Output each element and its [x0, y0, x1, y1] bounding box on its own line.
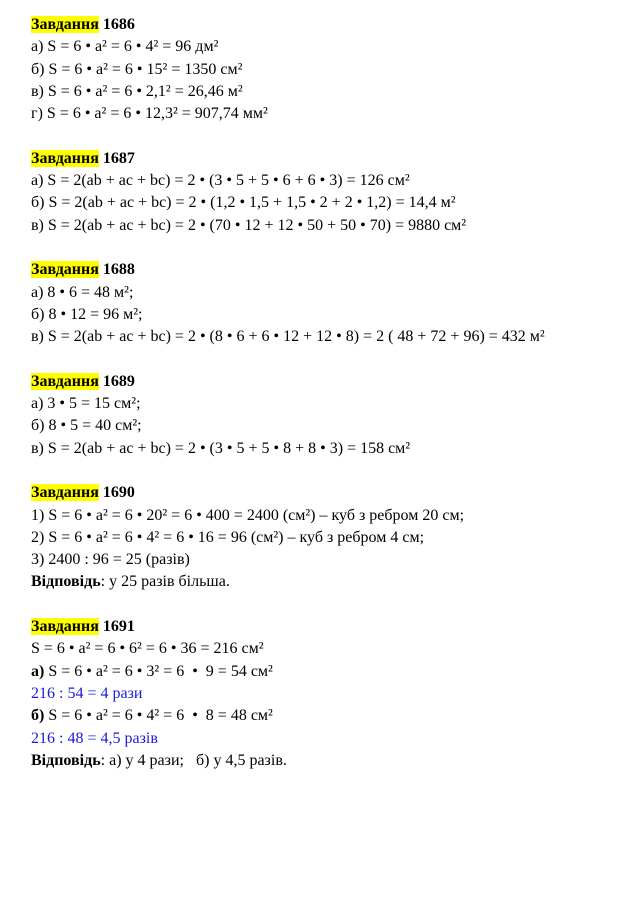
answer-text: : у 25 разів більша.: [100, 573, 230, 591]
answer-label: Відповідь: [31, 573, 101, 591]
task-heading: [31, 482, 621, 504]
solution-line: в) S = 2(ab + ac + bc) = 2 • (70 • 12 + 12 • 50 + 50 • 70) = 9880 см²: [31, 216, 467, 234]
item-label: а): [31, 662, 45, 680]
solution-line: в) S = 6 • a² = 6 • 2,1² = 26,46 м²: [31, 82, 243, 100]
task-word-highlight: Завдання: [31, 618, 99, 636]
solution-line: S = 6 • a² = 6 • 6² = 6 • 36 = 216 см²: [31, 640, 264, 658]
solution-line: б) 8 • 12 = 96 м²;: [31, 305, 143, 323]
solution-line-b: [31, 705, 621, 727]
task-number: 1691: [102, 618, 135, 636]
solution-line: г) S = 6 • a² = 6 • 12,3² = 907,74 мм²: [31, 105, 268, 123]
task-number: 1686: [102, 16, 135, 33]
calculation-line: 216 : 48 = 4,5 разів: [31, 729, 158, 747]
task-number: 1687: [102, 149, 135, 167]
item-text: S = 6 • a² = 6 • 4² = 6 • 8 = 48 см²: [44, 707, 273, 725]
task-number: 1688: [102, 261, 135, 279]
task-heading: [31, 616, 621, 638]
solution-line: а) S = 2(ab + ac + bc) = 2 • (3 • 5 + 5 • 6 + 6 • 3) = 126 см²: [31, 172, 410, 190]
solution-line: б) S = 2(ab + ac + bc) = 2 • (1,2 • 1,5 + 1,5 • 2 + 2 • 1,2) = 14,4 м²: [31, 194, 456, 212]
answer-text: : а) у 4 рази; б) у 4,5 разів.: [100, 751, 287, 769]
task-word-highlight: Завдання: [31, 372, 99, 390]
task-heading: [31, 148, 621, 170]
solution-line: а) S = 6 • a² = 6 • 4² = 96 дм²: [31, 38, 219, 56]
solution-line: в) S = 2(ab + ac + bc) = 2 • (3 • 5 + 5 • 8 + 8 • 3) = 158 см²: [31, 439, 411, 457]
task-1686: [31, 14, 621, 125]
task-1688: [31, 259, 621, 348]
task-1691: [31, 616, 621, 772]
solution-line: б) S = 6 • a² = 6 • 15² = 1350 см²: [31, 60, 243, 78]
solution-line: 2) S = 6 • a² = 6 • 4² = 6 • 16 = 96 (см²) – куб з ребром 4 см;: [31, 528, 425, 546]
answer-line: [31, 750, 621, 772]
item-label: б): [31, 707, 45, 725]
task-word-highlight: Завдання: [31, 149, 99, 167]
item-text: S = 6 • a² = 6 • 3² = 6 • 9 = 54 см²: [44, 662, 273, 680]
task-word-highlight: Завдання: [31, 261, 99, 279]
task-number: 1689: [102, 372, 135, 390]
task-1690: [31, 482, 621, 593]
solution-line: б) 8 • 5 = 40 см²;: [31, 417, 142, 435]
task-1689: [31, 371, 621, 460]
solution-line: 1) S = 6 • a² = 6 • 20² = 6 • 400 = 2400 (см²) – куб з ребром 20 см;: [31, 506, 465, 524]
task-heading: [31, 14, 621, 36]
task-word-highlight: Завдання: [31, 484, 99, 502]
solution-line: в) S = 2(ab + ac + bc) = 2 • (8 • 6 + 6 • 12 + 12 • 8) = 2 ( 48 + 72 + 96) = 432 м²: [31, 328, 545, 346]
calculation-line: 216 : 54 = 4 рази: [31, 684, 143, 702]
task-word-highlight: Завдання: [31, 16, 99, 33]
solution-line: а) 3 • 5 = 15 см²;: [31, 395, 141, 413]
solution-line-a: [31, 661, 621, 683]
task-1687: [31, 148, 621, 237]
solution-line: 3) 2400 : 96 = 25 (разів): [31, 551, 190, 569]
task-heading: [31, 259, 621, 281]
solution-line: а) 8 • 6 = 48 м²;: [31, 283, 134, 301]
task-heading: [31, 371, 621, 393]
document-page: [31, 14, 621, 794]
answer-line: [31, 571, 621, 593]
answer-label: Відповідь: [31, 751, 101, 769]
task-number: 1690: [102, 484, 135, 502]
